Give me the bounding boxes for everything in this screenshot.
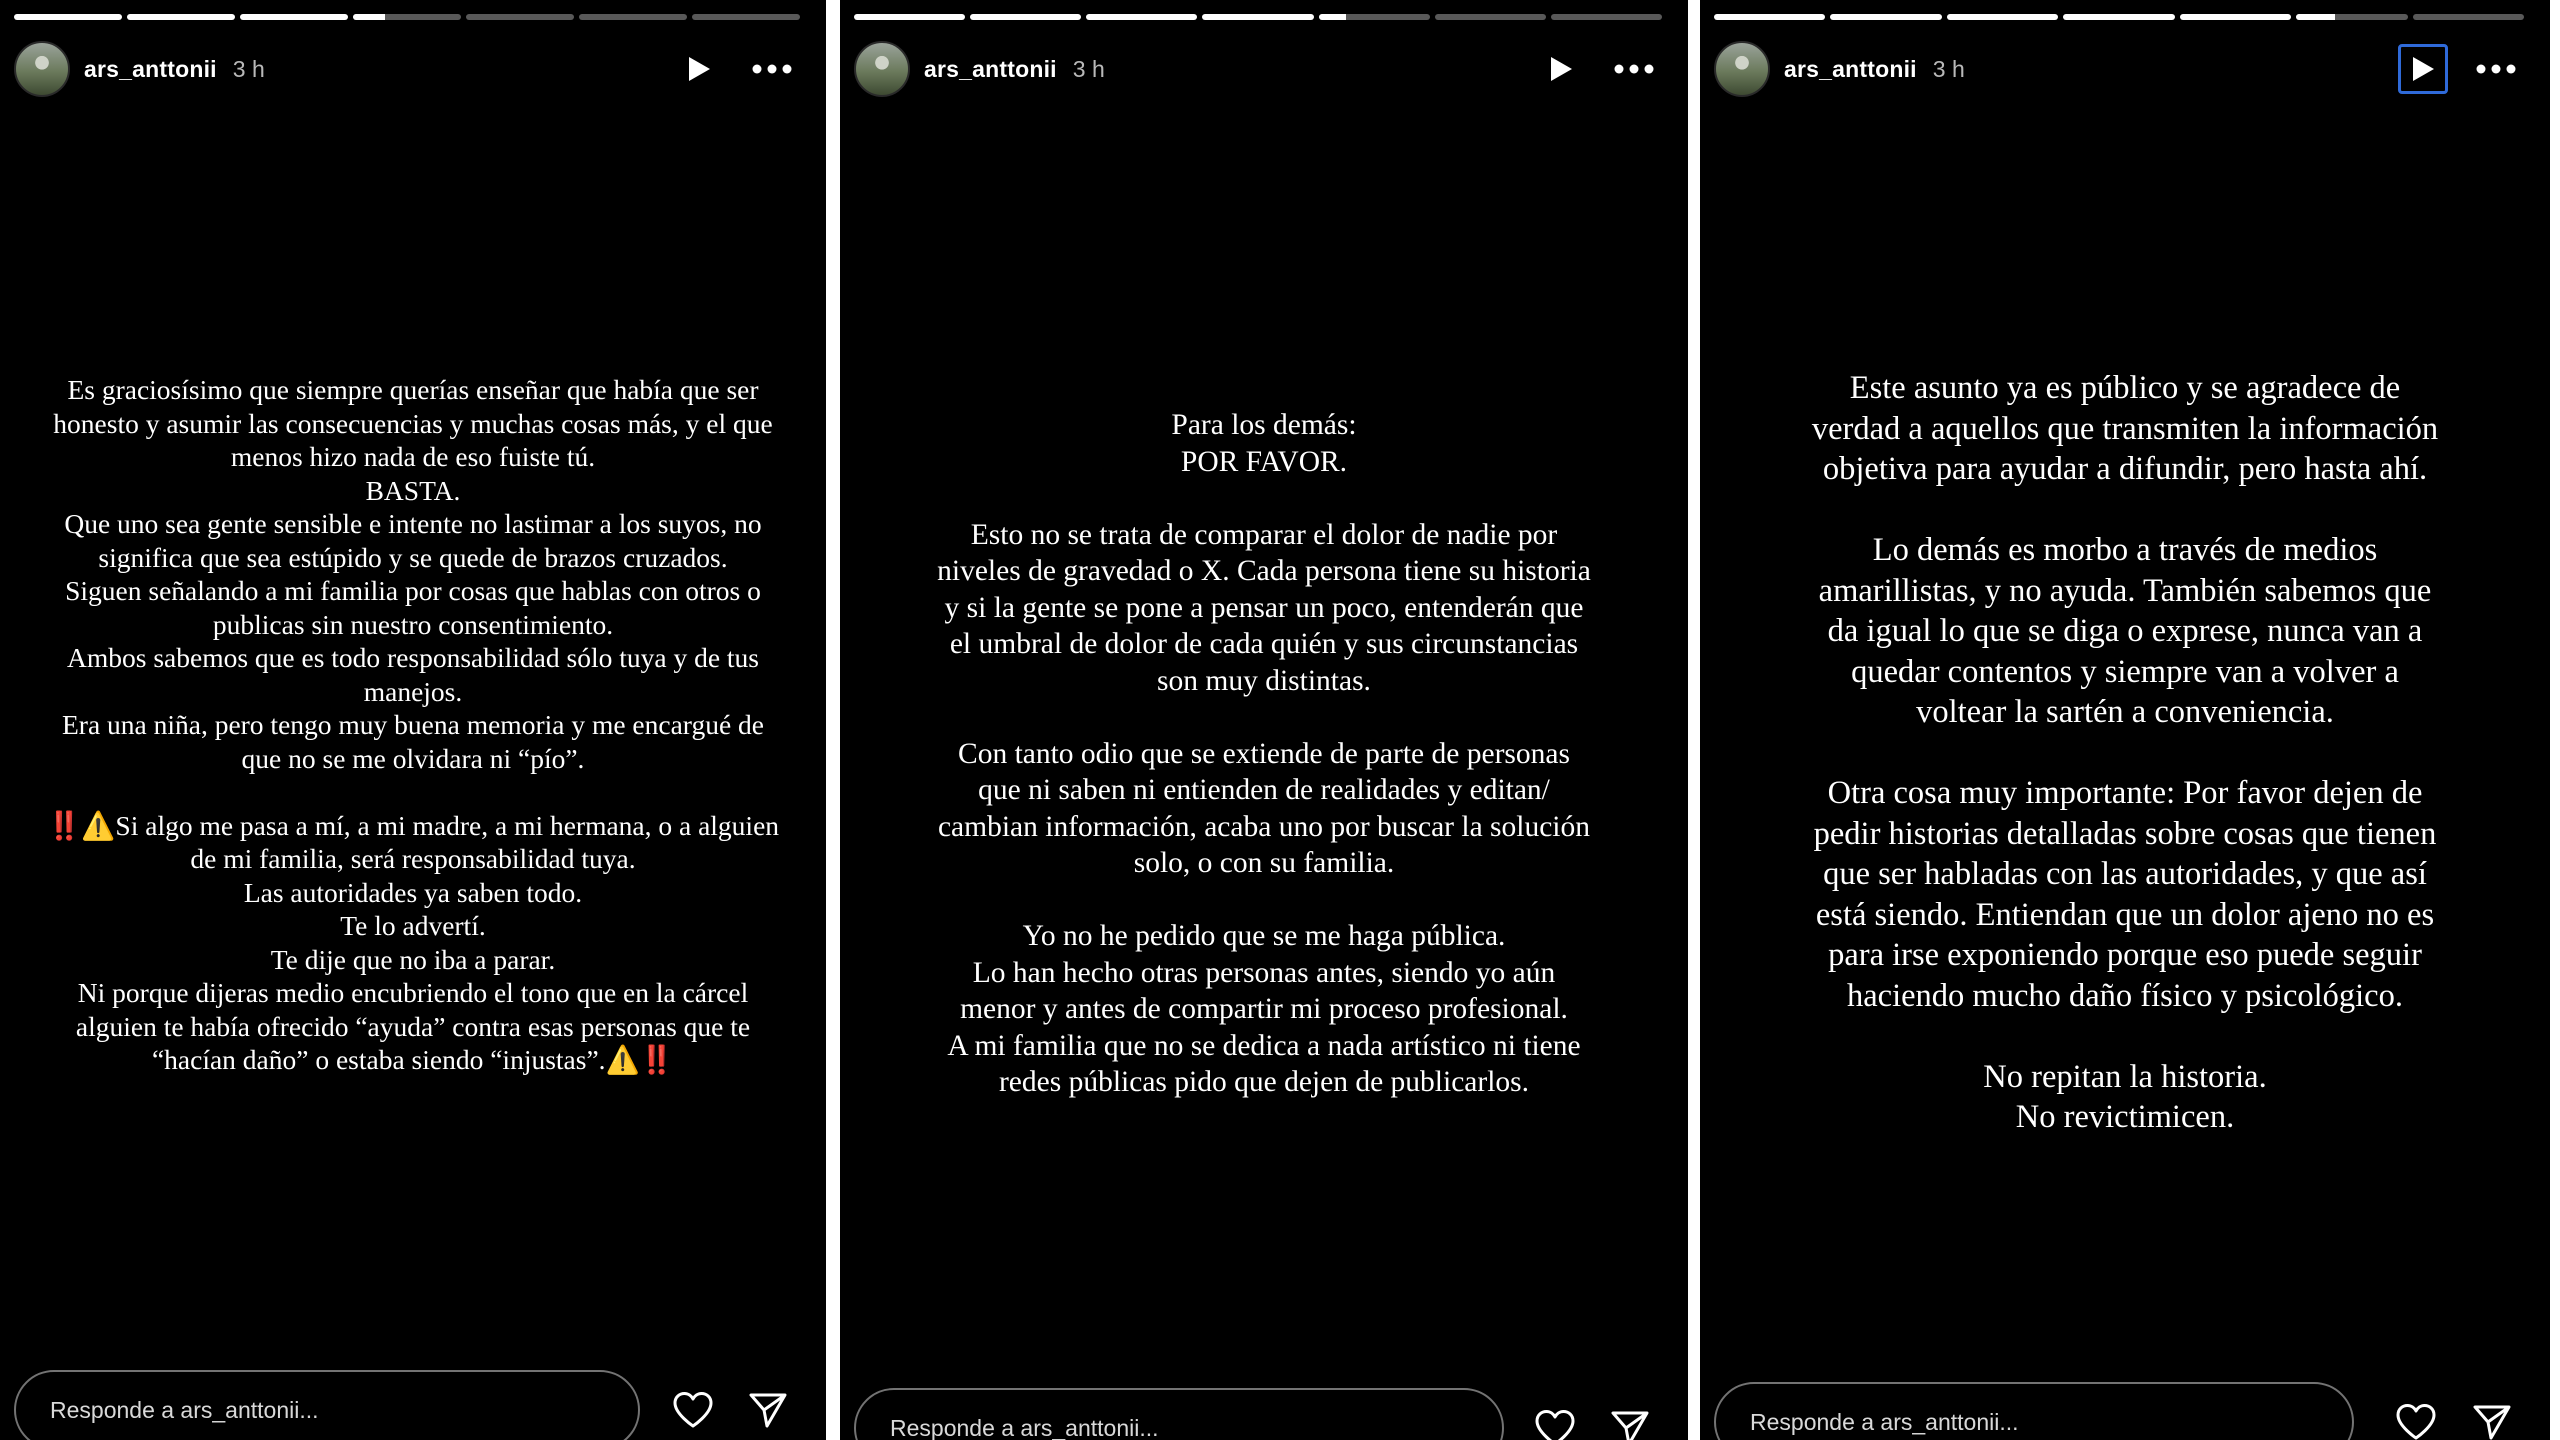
like-button[interactable] (1528, 1400, 1583, 1440)
send-icon (1610, 1409, 1650, 1440)
page-edge (2550, 0, 2560, 1440)
progress-segment-6 (2296, 14, 2407, 20)
progress-fill (1947, 14, 2058, 20)
story-footer (854, 1388, 1658, 1440)
progress-segment-3 (1947, 14, 2058, 20)
progress-segment-1 (14, 14, 122, 20)
more-icon (2476, 64, 2516, 74)
story-progress-bar (14, 14, 800, 20)
progress-segment-6 (579, 14, 687, 20)
more-icon (752, 64, 792, 74)
progress-segment-3 (240, 14, 348, 20)
progress-segment-2 (970, 14, 1081, 20)
username[interactable]: ars_anttonii (84, 55, 217, 82)
heart-icon (672, 1391, 714, 1429)
reply-input[interactable] (854, 1388, 1504, 1440)
progress-fill (1319, 14, 1347, 20)
story-panel-middle[interactable] (840, 0, 1688, 1440)
story-text: Es graciosísimo que siempre querías enseñar que había que ser honesto y asumir las consecuencias y muchas cosas más, y el que menos hizo nada de eso fuiste tú. BASTA. Que uno sea gente sensible e intente no lastimar a los suyos, no significa que sea estúpido y se quede de brazos cruzados. Siguen señalando a mi familia por cosas que hablas con otros o publicas sin nuestro consentimiento. Ambos sabemos que es todo responsabilidad sólo tuya y de tus manejos. Era una niña, pero tengo muy buena memoria y me encargué de que no se me olvidara ni “pío”. ‼️⚠️Si algo me pasa a mí, a mi madre, a mi hermana, o a alguien de mi familia, será responsabilidad tuya. Las autoridades ya saben todo. Te lo advertí. Te dije que no iba a parar. Ni porque dijeras medio encubriendo el tono que en la cárcel alguien te había ofrecido “ayuda” contra esas personas que te “hacían daño” o estaba siendo “injustas”.⚠️‼️ (46, 374, 780, 1075)
progress-fill (14, 14, 122, 20)
heart-icon (2395, 1403, 2437, 1440)
reply-input[interactable] (14, 1370, 640, 1440)
progress-segment-5 (1319, 14, 1430, 20)
progress-segment-2 (1830, 14, 1941, 20)
username[interactable]: ars_anttonii (1784, 55, 1917, 82)
story-header (1714, 38, 2520, 100)
progress-fill (353, 14, 385, 20)
play-button[interactable] (1536, 44, 1586, 94)
progress-fill (1086, 14, 1197, 20)
avatar[interactable] (854, 41, 910, 97)
progress-fill (2296, 14, 2335, 20)
progress-segment-2 (127, 14, 235, 20)
progress-segment-1 (1714, 14, 1825, 20)
progress-fill (854, 14, 965, 20)
like-button[interactable] (2388, 1394, 2444, 1440)
story-header (854, 38, 1658, 100)
story-panel-right[interactable] (1700, 0, 2550, 1440)
story-text: Para los demás: POR FAVOR. Esto no se trata de comparar el dolor de nadie por niveles de gravedad o X. Cada persona tiene su historia y si la gente se pone a pensar un poco, entenderán que el umbral de dolor de cada quién y sus circunstancias son muy distintas. Con tanto odio que se extiende de parte de personas que ni saben ni entienden de realidades y editan/ cambian información, acaba uno por buscar la solución solo, o con su familia. Yo no he pedido que se me haga pública. Lo han hecho otras personas antes, siendo yo aún menor y antes de compartir mi proceso profesional. A mi familia que no se dedica a nada artístico ni tiene redes públicas pido que dejen de publicarlos. (937, 409, 1591, 1098)
progress-fill (127, 14, 235, 20)
heart-icon (1534, 1409, 1576, 1440)
progress-segment-7 (1551, 14, 1662, 20)
post-time: 3 h (1932, 55, 1965, 82)
story-footer (1714, 1382, 2520, 1440)
play-button[interactable] (674, 44, 724, 94)
more-options-button[interactable] (1610, 45, 1658, 93)
progress-fill (240, 14, 348, 20)
send-icon (748, 1391, 788, 1429)
avatar[interactable] (1714, 41, 1770, 97)
progress-segment-3 (1086, 14, 1197, 20)
story-footer (14, 1370, 796, 1440)
play-icon (2410, 55, 2436, 83)
share-button[interactable] (1603, 1400, 1658, 1440)
avatar[interactable] (14, 41, 70, 97)
like-button[interactable] (666, 1382, 721, 1438)
panel-divider (826, 0, 840, 1440)
play-icon (1548, 55, 1574, 83)
post-time: 3 h (232, 55, 265, 82)
username[interactable]: ars_anttonii (924, 55, 1057, 82)
progress-segment-7 (2413, 14, 2524, 20)
progress-segment-5 (466, 14, 574, 20)
panel-divider (1688, 0, 1700, 1440)
share-button[interactable] (2464, 1394, 2520, 1440)
progress-fill (1202, 14, 1313, 20)
progress-fill (970, 14, 1081, 20)
story-header (14, 38, 796, 100)
play-icon (686, 55, 712, 83)
play-button[interactable] (2398, 44, 2448, 94)
progress-segment-6 (1435, 14, 1546, 20)
progress-fill (2180, 14, 2291, 20)
post-time: 3 h (1072, 55, 1105, 82)
progress-segment-5 (2180, 14, 2291, 20)
story-progress-bar (1714, 14, 2524, 20)
progress-segment-1 (854, 14, 965, 20)
more-options-button[interactable] (748, 45, 796, 93)
progress-segment-4 (2063, 14, 2174, 20)
progress-fill (2063, 14, 2174, 20)
progress-segment-4 (1202, 14, 1313, 20)
story-text: Este asunto ya es público y se agradece de verdad a aquellos que transmiten la información objetiva para ayudar a difundir, pero hasta ahí. Lo demás es morbo a través de medios amarillistas, y no ayuda. También sabemos que da igual lo que se diga o exprese, nunca van a quedar contentos y siempre van a volver a voltear la sartén a conveniencia. Otra cosa muy importante: Por favor dejen de pedir historias detalladas sobre cosas que tienen que ser habladas con las autoridades, y que así está siendo. Entiendan que un dolor ajeno no es para irse exponiendo porque eso puede seguir haciendo mucho daño físico y psicológico. No repitan la historia. No revictimicen. (1811, 370, 2439, 1135)
share-button[interactable] (741, 1382, 796, 1438)
story-panel-left[interactable] (0, 0, 826, 1440)
progress-fill (1714, 14, 1825, 20)
progress-segment-7 (692, 14, 800, 20)
progress-segment-4 (353, 14, 461, 20)
reply-input[interactable] (1714, 1382, 2354, 1440)
story-progress-bar (854, 14, 1662, 20)
more-options-button[interactable] (2472, 45, 2520, 93)
send-icon (2472, 1403, 2512, 1440)
more-icon (1614, 64, 1654, 74)
progress-fill (1830, 14, 1941, 20)
